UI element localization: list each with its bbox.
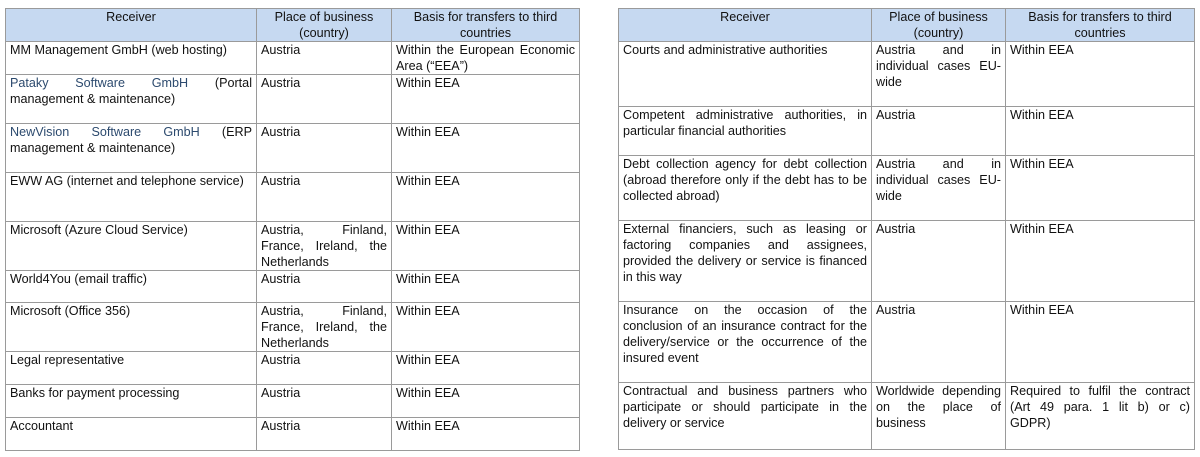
table-row bbox=[619, 107, 1195, 156]
table-row bbox=[6, 418, 580, 451]
header-place: Place of business (country) bbox=[257, 9, 392, 42]
table-row bbox=[6, 173, 580, 222]
table-row bbox=[619, 221, 1195, 302]
basis-cell: Within EEA bbox=[392, 352, 580, 385]
table-row bbox=[6, 303, 580, 352]
basis-cell: Within EEA bbox=[1006, 156, 1195, 221]
place-cell: Austria bbox=[872, 107, 1006, 156]
receiver-cell: Legal representative bbox=[6, 352, 257, 385]
place-cell: Austria bbox=[257, 75, 392, 124]
receiver-cell: EWW AG (internet and telephone service) bbox=[6, 173, 257, 222]
company-name: NewVision Software GmbH bbox=[10, 125, 200, 139]
basis-cell: Within the European Economic Area (“EEA”) bbox=[392, 42, 580, 75]
basis-cell: Required to fulfil the contract (Art 49 para. 1 lit b) or c) GDPR) bbox=[1006, 383, 1195, 450]
receiver-cell: Competent administrative authorities, in particular financial authorities bbox=[619, 107, 872, 156]
receiver-cell bbox=[6, 75, 257, 124]
company-role: (ERP management & maintenance) bbox=[10, 125, 252, 155]
place-cell: Austria bbox=[257, 173, 392, 222]
basis-cell: Within EEA bbox=[392, 271, 580, 303]
company-role: (Portal management & maintenance) bbox=[10, 76, 252, 106]
basis-cell: Within EEA bbox=[392, 173, 580, 222]
receiver-cell: External financiers, such as leasing or factoring companies and assignees, provided the delivery or service is financed in this way bbox=[619, 221, 872, 302]
basis-cell: Within EEA bbox=[1006, 42, 1195, 107]
receiver-cell: Microsoft (Azure Cloud Service) bbox=[6, 222, 257, 271]
basis-cell: Within EEA bbox=[1006, 302, 1195, 383]
header-basis: Basis for transfers to third countries bbox=[392, 9, 580, 42]
basis-cell: Within EEA bbox=[1006, 107, 1195, 156]
place-cell: Austria bbox=[257, 271, 392, 303]
receiver-cell bbox=[6, 124, 257, 173]
receiver-cell: Contractual and business partners who participate or should participate in the delivery or service bbox=[619, 383, 872, 450]
receiver-cell: Insurance on the occasion of the conclusion of an insurance contract for the delivery/service or the occurrence of the insured event bbox=[619, 302, 872, 383]
table-row bbox=[6, 352, 580, 385]
table-row bbox=[619, 302, 1195, 383]
place-cell: Austria bbox=[257, 385, 392, 418]
place-cell: Austria and in individual cases EU-wide bbox=[872, 42, 1006, 107]
place-cell: Austria bbox=[257, 124, 392, 173]
table-row bbox=[6, 75, 580, 124]
receiver-cell: MM Management GmbH (web hosting) bbox=[6, 42, 257, 75]
basis-cell: Within EEA bbox=[392, 75, 580, 124]
receiver-cell: Debt collection agency for debt collection (abroad therefore only if the debt has to be collected abroad) bbox=[619, 156, 872, 221]
recipients-table-left bbox=[5, 8, 580, 451]
receiver-cell: Microsoft (Office 356) bbox=[6, 303, 257, 352]
header-place: Place of business (country) bbox=[872, 9, 1006, 42]
basis-cell: Within EEA bbox=[392, 418, 580, 451]
table-row bbox=[619, 156, 1195, 221]
place-cell: Austria bbox=[257, 418, 392, 451]
basis-cell: Within EEA bbox=[392, 124, 580, 173]
place-cell: Austria bbox=[257, 352, 392, 385]
place-cell: Worldwide depending on the place of business bbox=[872, 383, 1006, 450]
header-receiver: Receiver bbox=[619, 9, 872, 42]
recipients-table-right bbox=[618, 8, 1195, 450]
basis-cell: Within EEA bbox=[392, 303, 580, 352]
table-row bbox=[6, 385, 580, 418]
table-row bbox=[6, 222, 580, 271]
table-row bbox=[619, 42, 1195, 107]
basis-cell: Within EEA bbox=[392, 385, 580, 418]
table-row bbox=[619, 383, 1195, 450]
header-basis: Basis for transfers to third countries bbox=[1006, 9, 1195, 42]
place-cell: Austria and in individual cases EU-wide bbox=[872, 156, 1006, 221]
header-receiver: Receiver bbox=[6, 9, 257, 42]
receiver-cell: Accountant bbox=[6, 418, 257, 451]
basis-cell: Within EEA bbox=[392, 222, 580, 271]
place-cell: Austria, Finland, France, Ireland, the Netherlands bbox=[257, 303, 392, 352]
basis-cell: Within EEA bbox=[1006, 221, 1195, 302]
table-row bbox=[6, 271, 580, 303]
receiver-cell: Banks for payment processing bbox=[6, 385, 257, 418]
place-cell: Austria bbox=[257, 42, 392, 75]
receiver-cell: Courts and administrative authorities bbox=[619, 42, 872, 107]
place-cell: Austria bbox=[872, 221, 1006, 302]
receiver-cell: World4You (email traffic) bbox=[6, 271, 257, 303]
table-row bbox=[6, 42, 580, 75]
place-cell: Austria bbox=[872, 302, 1006, 383]
place-cell: Austria, Finland, France, Ireland, the Netherlands bbox=[257, 222, 392, 271]
company-name: Pataky Software GmbH bbox=[10, 76, 189, 90]
table-row bbox=[6, 124, 580, 173]
